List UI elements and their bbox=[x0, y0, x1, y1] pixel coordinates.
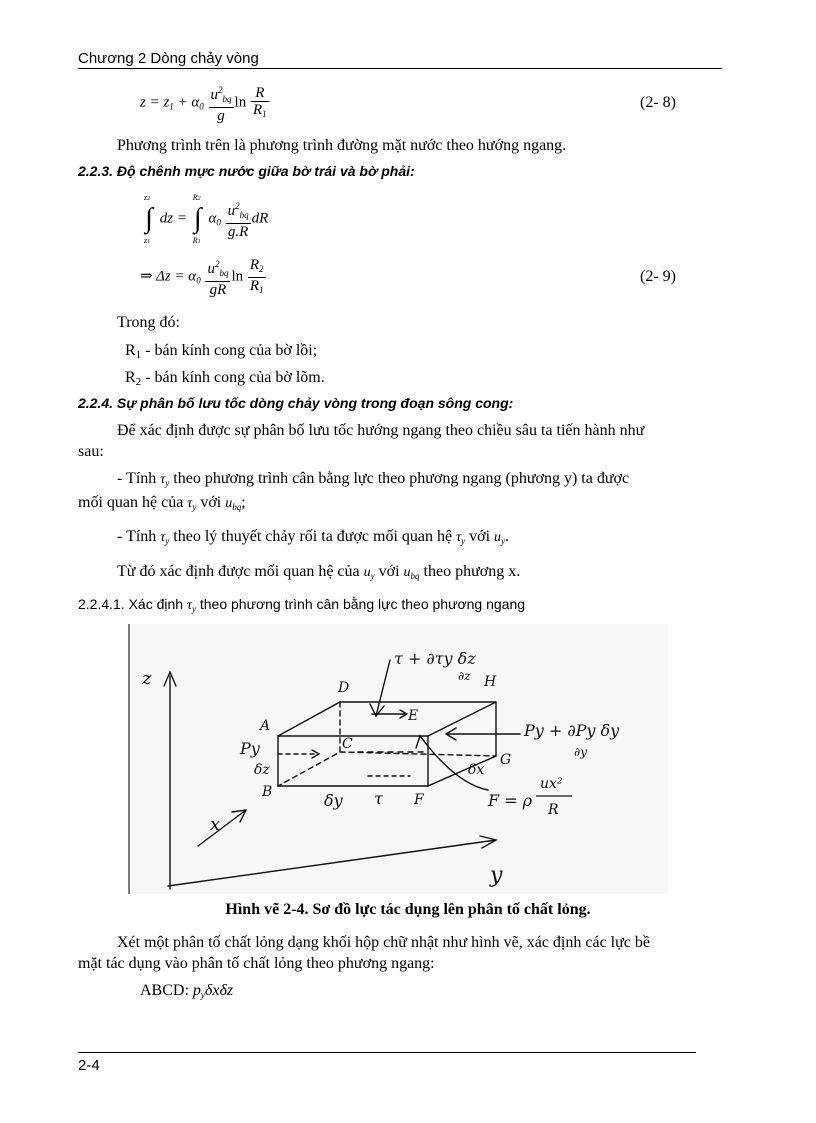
bullet-tau-balance: - Tính $\tau_y$ theo phương trình cân bằng lực theo phương ngang (phương y) ta được bbox=[117, 470, 630, 488]
dx-label: δx bbox=[468, 762, 485, 778]
section-heading-2-2-4: 2.2.4. Sự phân bố lưu tốc dòng chảy vòng trong đoạn sông cong: bbox=[78, 395, 514, 411]
x-axis-line bbox=[198, 810, 246, 846]
running-header: Chương 2 Dòng chảy vòng bbox=[78, 50, 259, 67]
section-heading-2-2-3: 2.2.3. Độ chênh mực nước giữa bờ trái và bờ phải: bbox=[78, 163, 415, 179]
y-axis-line bbox=[168, 840, 496, 886]
paragraph: Xét một phân tố chất lỏng dạng khối hộp chữ nhật như hình vẽ, xác định các lực bề bbox=[117, 934, 650, 951]
bullet-tau-turbulence: - Tính $\tau_y$ theo lý thuyết chảy rối ta được mối quan hệ $\tau_y$ với $u_y$. bbox=[117, 528, 510, 546]
dy-label: δy bbox=[324, 791, 343, 810]
figure-force-diagram bbox=[128, 624, 668, 894]
x-axis-label: x bbox=[210, 814, 221, 835]
equation-number-2-8: (2- 8) bbox=[640, 94, 676, 111]
subsection-heading-2-2-4-1: 2.2.4.1. Xác định $\tau_y$ theo phương trình cân bằng lực theo phương ngang bbox=[78, 596, 526, 614]
box-top bbox=[278, 702, 496, 736]
equation-number-2-9: (2- 9) bbox=[640, 268, 676, 285]
F-denominator: R bbox=[548, 802, 559, 818]
dz-label: δz bbox=[254, 762, 270, 778]
paragraph: Để xác định được sự phân bố lưu tốc hướng ngang theo chiều sâu ta tiến hành như bbox=[117, 422, 645, 439]
page-number: 2-4 bbox=[78, 1057, 100, 1074]
box-front bbox=[278, 736, 428, 786]
vertex-A: A bbox=[260, 718, 271, 734]
equation-integral: z2 ∫ z1 dz = R2 ∫ R1 $\alpha_0$ $\frac{u^2_{bq}}{g.R}$ dR bbox=[144, 193, 269, 245]
vertex-F: F bbox=[414, 792, 424, 808]
figure-caption: Hình vẽ 2-4. Sơ đồ lực tác dụng lên phân tố chất lỏng. bbox=[225, 901, 591, 918]
paragraph: Phương trình trên là phương trình đường mặt nước theo hướng ngang. bbox=[117, 137, 567, 154]
y-axis-label: y bbox=[490, 863, 503, 888]
paragraph: sau: bbox=[78, 443, 104, 460]
right-force-label: Py + ∂Py δy bbox=[524, 721, 620, 740]
box-right bbox=[428, 702, 496, 786]
right-force-denominator: ∂y bbox=[574, 745, 587, 759]
equation-2-8: $z = z_1 + \alpha_0$ $\frac{u^2_{bq}}{g}$ ln $\frac{R}{R_1}$ bbox=[140, 82, 270, 124]
vertex-G: G bbox=[500, 752, 512, 768]
definition-r2: $R_2$ - bán kính cong của bờ lõm. bbox=[125, 369, 325, 388]
vertex-D: D bbox=[338, 680, 350, 696]
force-diagram-sketch bbox=[128, 624, 668, 894]
paragraph: Từ đó xác định được mối quan hệ của $u_y$ với $u_{bq}$ theo phương x. bbox=[117, 563, 521, 581]
top-force-denominator: ∂z bbox=[458, 669, 471, 683]
surface-force-abcd: ABCD: $p_y\delta x\delta z$ bbox=[140, 982, 234, 1000]
vertex-H: H bbox=[484, 674, 497, 690]
centrifugal-arrowhead bbox=[416, 736, 428, 748]
z-axis-label: z bbox=[142, 668, 152, 689]
top-force-label: τ + ∂τy δz bbox=[394, 649, 476, 668]
F-equation-label: F = ρ bbox=[488, 791, 533, 810]
vertex-B: B bbox=[262, 784, 273, 800]
vertex-E: E bbox=[408, 708, 419, 724]
box-hidden-left bbox=[278, 702, 340, 786]
F-numerator: ux² bbox=[540, 776, 563, 792]
vertex-C: C bbox=[342, 736, 353, 752]
paragraph: Trong đó: bbox=[117, 314, 180, 331]
bullet-tau-balance-cont: mối quan hệ của $\tau_y$ với $u_{bq}$; bbox=[78, 494, 246, 512]
header-rule bbox=[78, 68, 722, 69]
tau-bottom-label: τ bbox=[374, 789, 383, 808]
definition-r1: $R_1$ - bán kính cong của bờ lồi; bbox=[125, 342, 318, 361]
footer-rule bbox=[78, 1052, 696, 1053]
left-force-label: Py bbox=[240, 739, 260, 758]
paragraph: mặt tác dụng vào phân tố chất lỏng theo phương ngang: bbox=[78, 955, 435, 972]
equation-2-9: ⇒ $\Delta z = \alpha_0$ $\frac{u^2_{bq}}{gR}$ ln $\frac{R_2}{R_1}$ bbox=[140, 256, 264, 298]
